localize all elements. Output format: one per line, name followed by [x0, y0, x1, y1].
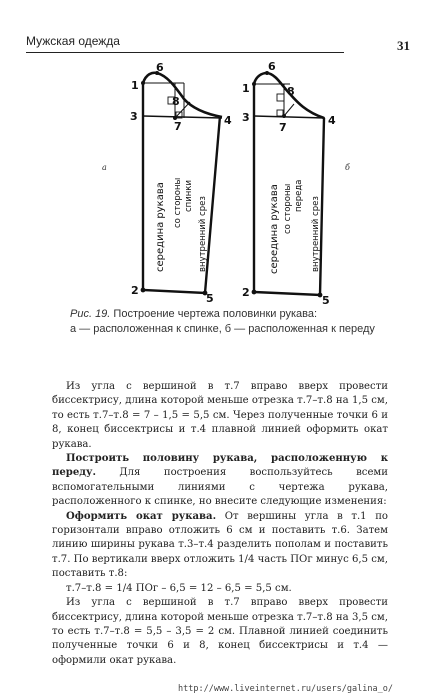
- right-label-front-line1: со стороны: [283, 183, 293, 234]
- right-square-mark: [277, 94, 284, 101]
- body-text: [52, 380, 388, 668]
- paragraph-2: [52, 452, 388, 510]
- right-width-line: [254, 116, 325, 118]
- left-point-6: 6: [156, 61, 164, 74]
- right-point-2: 2: [242, 286, 250, 299]
- left-label-middle: середина рукава: [155, 182, 166, 272]
- paragraph-3-heading: Оформить окат рукава.: [66, 510, 217, 522]
- paragraph-4: Из угла с вершиной в т.7 вправо вверх провести биссектрису, длина которой меньше отрезка т.7–т.8 на 3,5 см, то есть т.7–т.8 = 5,5 – 3,5 = 2 см. Плавной линией соединить полученные точки 6 и 8, конец биссектрисы и т.4 — оформили окат рукава.: [52, 597, 388, 666]
- right-point-1: 1: [242, 82, 250, 95]
- right-point-3: 3: [242, 111, 250, 124]
- right-sleeve-drawing: [242, 60, 350, 307]
- paragraph-1: Из угла с вершиной в т.7 вправо вверх провести биссектрису, длина которой меньше отрезка т.7–т.8 на 1,5 см, то есть т.7–т.8 = 7 – 1,5 = 5,5 см. Через полученные точки 6 и 8, конец биссектрисы и т.4 плавной линией оформить окат рукава.: [52, 381, 388, 450]
- right-point-6: 6: [268, 60, 276, 73]
- right-dot-7: [282, 114, 286, 118]
- left-dot-2: [141, 288, 146, 293]
- left-label-back-line2: спинки: [184, 180, 194, 212]
- left-point-4: 4: [224, 114, 232, 127]
- page-number: 31: [397, 38, 410, 53]
- caption-title: Построение чертежа половинки рукава:: [113, 308, 318, 320]
- paragraph-3-text: От вершины угла в т.1 по горизонтали вправо отложить 6 см и поставить т.6. Затем линию ширины рукава т.3–т.4 разделить пополам и поставить т.7. По вертикали вверх отложить 1/4 часть ПОг минус 6,5 см, поставить т.8:: [52, 510, 388, 580]
- paragraph-2-heading: Построить половину рукава, расположенную к переду.: [52, 453, 388, 479]
- paragraph-2-text: Для построения воспользуйтесь всеми вспомогательными линиями с чертежа рукава, расположенного к спинке, но внесите следующие изменения:: [52, 467, 388, 508]
- right-dot-1: [252, 82, 256, 86]
- formula-line: т.7–т.8 = 1/4 ПОг – 6,5 = 12 – 6,5 = 5,5 см.: [66, 582, 292, 594]
- left-dot-1: [141, 81, 145, 85]
- right-label-middle: середина рукава: [269, 184, 280, 274]
- caption-line-1: [70, 307, 400, 322]
- right-point-8: 8: [287, 85, 295, 98]
- right-point-5: 5: [322, 294, 330, 307]
- right-dot-2: [252, 290, 257, 295]
- caption-label: Рис. 19.: [70, 308, 111, 320]
- section-title: Мужская одежда: [26, 34, 120, 48]
- right-side-letter: б: [345, 163, 350, 172]
- left-sleeve-drawing: [102, 61, 232, 305]
- left-point-1: 1: [131, 79, 139, 92]
- footer-url: http://www.liveinternet.ru/users/galina_o/: [178, 684, 393, 694]
- left-label-inner: внутренний срез: [198, 196, 208, 272]
- paragraph-3: [52, 510, 388, 582]
- left-point-8: 8: [172, 95, 180, 108]
- caption-line-2: а — расположенная к спинке, б — расположенная к переду: [70, 323, 375, 335]
- left-point-2: 2: [131, 284, 139, 297]
- right-point-7: 7: [279, 121, 287, 134]
- left-point-3: 3: [130, 110, 138, 123]
- right-square-mark-2: [277, 110, 283, 116]
- figure-caption: [70, 307, 400, 337]
- sleeve-drawing-figure: [0, 0, 436, 310]
- right-label-front-line2: переда: [294, 179, 304, 212]
- right-label-inner: внутренний срез: [311, 196, 321, 272]
- left-side-letter: а: [102, 163, 107, 172]
- left-width-line: [143, 116, 222, 118]
- right-point-4: 4: [328, 114, 336, 127]
- left-label-back-line1: со стороны: [173, 177, 183, 228]
- left-point-5: 5: [206, 292, 214, 305]
- right-bisector: [284, 104, 294, 116]
- left-point-7: 7: [174, 120, 182, 133]
